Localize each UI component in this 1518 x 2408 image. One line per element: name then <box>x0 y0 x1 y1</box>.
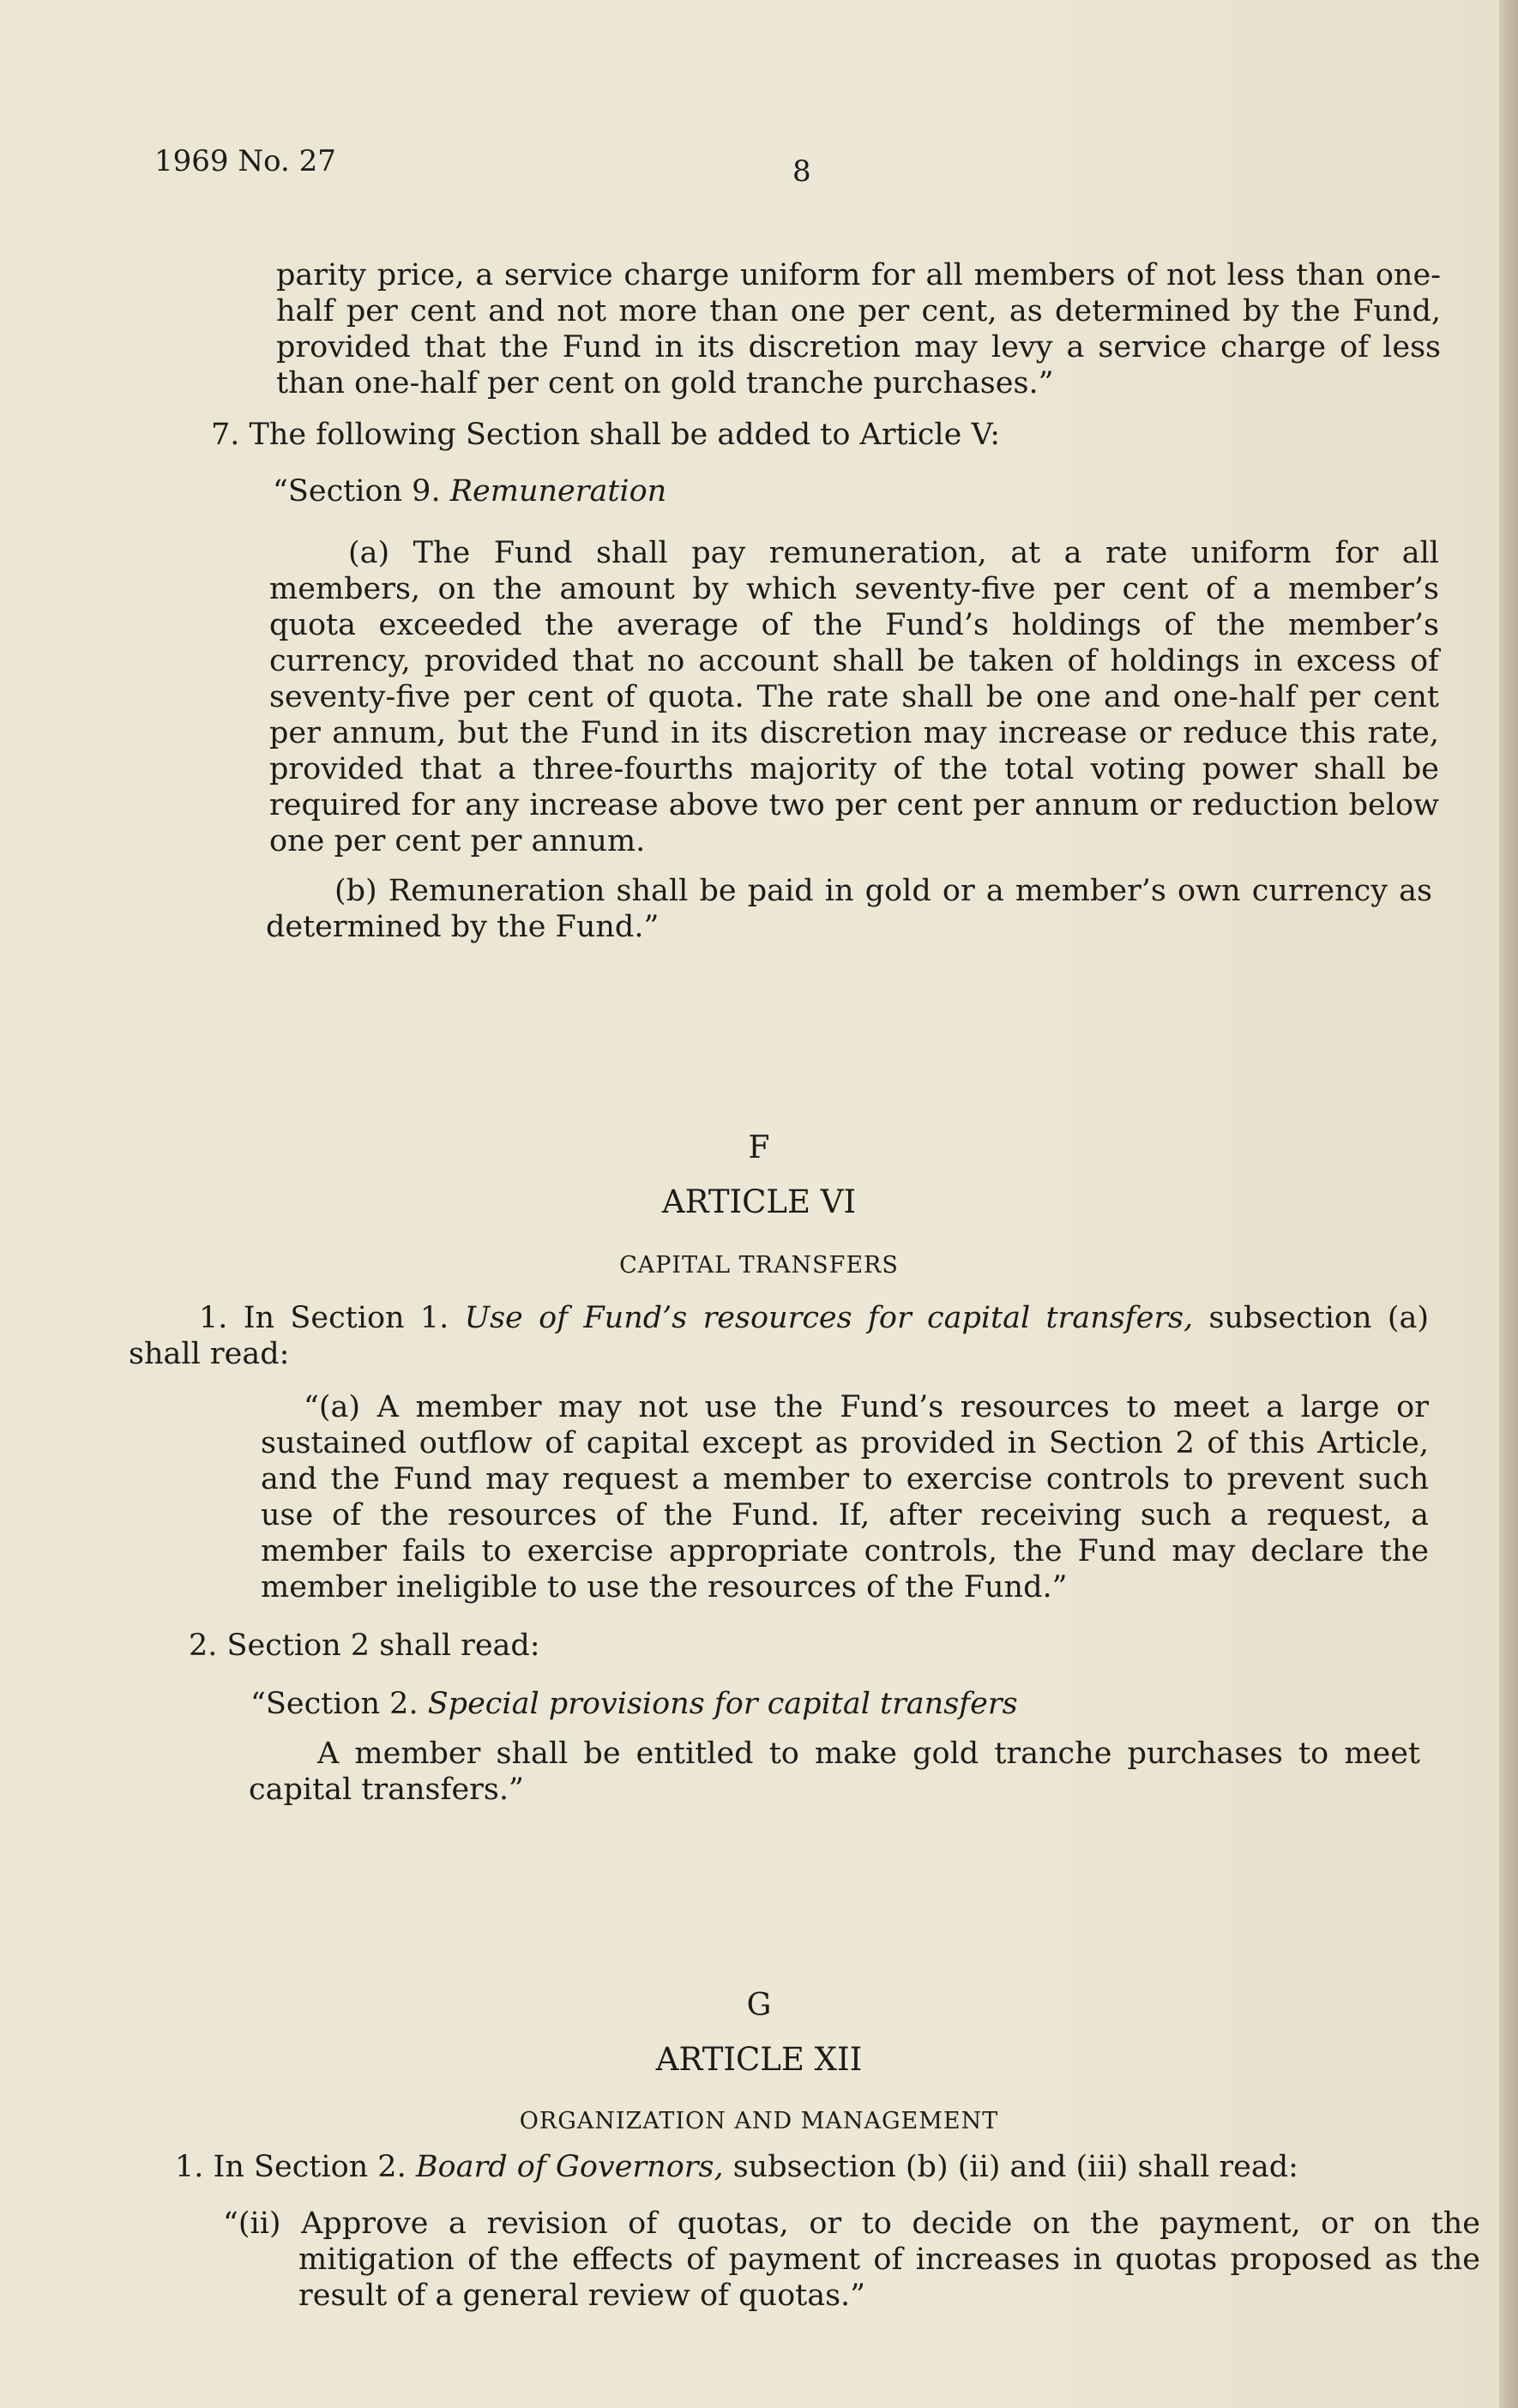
section-letter-f: F <box>748 1130 770 1165</box>
item-1-title: Use of Fund’s resources for capital transfers, <box>464 1301 1194 1335</box>
section-letter-g: G <box>746 1988 772 2023</box>
item-1-label: 1. In Section 2. <box>175 2150 416 2184</box>
quote-a-text: “(a) A member may not use the Fund’s resources to meet a large or sustained outflow of capital except as provided in Section 2 of this Article, and the Fund may request a member to exercise controls to prevent such use of the resources of the Fund. If, after receiving such a request, a member fails to exercise appropriate controls, the Fund may declare the member ineligible to use the resources of the Fund.” <box>261 1390 1429 1604</box>
item-1-suffix: subsection (b) (ii) and (iii) shall read: <box>723 2150 1298 2184</box>
item-2-text: 2. Section 2 shall read: <box>189 1628 540 1663</box>
article-xii-clause-ii <box>223 2206 1480 2314</box>
article-vi-item-1 <box>129 1300 1429 1372</box>
header-year-number: 1969 No. 27 <box>154 144 336 178</box>
section-9-title: Remuneration <box>449 474 667 509</box>
article-xii-title: ARTICLE XII <box>655 2041 863 2078</box>
section-2-body-text: A member shall be entitled to make gold tranche purchases to meet capital transfers.” <box>249 1737 1420 1807</box>
clause-ii-text: “(ii) Approve a revision of quotas, or to decide on the payment, or on the mitigation of the effects of payment of increases in quotas proposed as the result of a general review of quotas.” <box>223 2206 1480 2313</box>
item-1-suffix: subsection (a) shall read: <box>129 1301 1429 1371</box>
page-number: 8 <box>792 154 811 189</box>
subsection-b-text: (b) Remuneration shall be paid in gold or a member’s own currency as determined by the Fund.” <box>266 874 1432 944</box>
section-9-label: “Section 9. <box>273 474 450 509</box>
section-2-label: “Section 2. <box>250 1687 428 1721</box>
section-9-subsection-b <box>266 873 1432 945</box>
article-vi-subtitle: CAPITAL TRANSFERS <box>619 1252 899 1279</box>
section-9-subsection-a <box>269 535 1439 859</box>
subsection-a-text: (a) The Fund shall pay remuneration, at a rate uniform for all members, on the amount by which seventy-five per cent of a member’s quota exceeded the average of the Fund’s holdings of the member’s currency, provided that no account shall be taken of holdings in excess of seventy-five per cent of quota. The rate shall be one and one-half per cent per annum, but the Fund in its discretion may increase or reduce this rate, provided that a three-fourths majority of the total voting power shall be required for any increase above two per cent per annum or reduction below one per cent per annum. <box>269 536 1439 858</box>
item-7 <box>211 417 1437 453</box>
section-9-heading <box>273 473 1439 509</box>
article-vi-item-2 <box>189 1628 1424 1664</box>
article-xii-item-1 <box>175 2149 1427 2185</box>
paragraph-parity-price <box>276 257 1441 401</box>
section-2-heading <box>250 1686 1425 1722</box>
article-vi-title: ARTICLE VI <box>661 1183 857 1220</box>
article-xii-subtitle: ORGANIZATION AND MANAGEMENT <box>519 2108 999 2134</box>
paragraph-text: parity price, a service charge uniform for all members of not less than one-half per cent and not more than one per cent, as determined by the Fund, provided that the Fund in its discretion may levy a service charge of less than one-half per cent on gold tranche purchases.” <box>276 258 1441 400</box>
item-1-title: Board of Governors, <box>415 2150 724 2184</box>
section-2-title: Special provisions for capital transfers <box>427 1687 1018 1721</box>
section-2-body <box>249 1736 1420 1808</box>
article-vi-quote-a <box>261 1389 1429 1605</box>
item-1-label: 1. In Section 1. <box>199 1301 465 1335</box>
item-7-text: 7. The following Section shall be added to Article V: <box>211 418 1000 452</box>
